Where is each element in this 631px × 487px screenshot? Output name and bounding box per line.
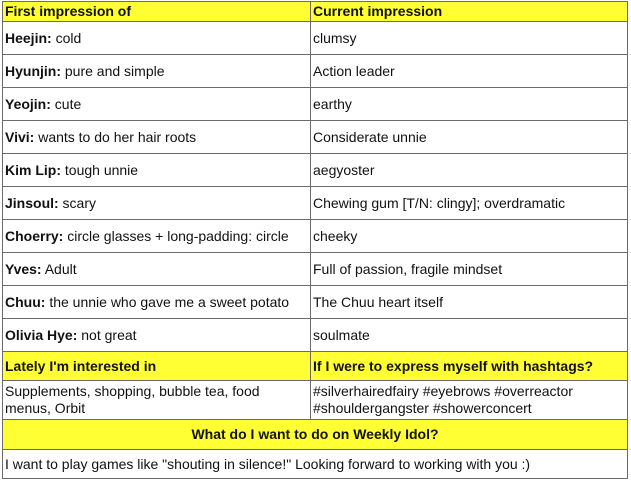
table-row [3,319,628,352]
first-impression-cell [3,253,311,286]
first-impression-cell [3,187,311,220]
current-impression-cell: cheeky [311,220,628,253]
first-impression-text: cold [51,29,82,46]
table-row [3,187,628,220]
first-impression-text: pure and simple [61,62,165,79]
first-impression-text: scary [58,194,97,211]
first-impression-cell [3,55,311,88]
interests-value: Supplements, shopping, bubble tea, food menus, Orbit [3,381,311,420]
member-name: Olivia Hye: [5,326,78,343]
member-name: Jinsoul: [5,194,59,211]
table-row [3,88,628,121]
first-impression-text: Adult [41,260,77,277]
first-impression-cell [3,286,311,319]
member-name: Kim Lip: [5,161,61,178]
weekly-idol-header: What do I want to do on Weekly Idol? [3,420,628,450]
weekly-idol-header-row [3,420,628,450]
first-impression-text: circle glasses + long-padding: circle [63,227,289,244]
hashtags-header: If I were to express myself with hashtags? [311,352,628,381]
table-row [3,154,628,187]
first-impression-cell [3,319,311,352]
header-first-impression: First impression of [3,2,311,22]
current-impression-cell: Full of passion, fragile mindset [311,253,628,286]
current-impression-cell: clumsy [311,22,628,55]
member-name: Yves: [5,260,42,277]
table-row [3,55,628,88]
header-row [3,2,628,22]
member-name: Yeojin: [5,95,51,112]
table-row [3,253,628,286]
weekly-idol-row [3,450,628,479]
first-impression-cell [3,22,311,55]
member-name: Choerry: [5,227,64,244]
current-impression-cell: Chewing gum [T/N: clingy]; overdramatic [311,187,628,220]
current-impression-cell: Considerate unnie [311,121,628,154]
first-impression-text: the unnie who gave me a sweet potato [45,293,290,310]
first-impression-cell [3,88,311,121]
interests-header-row [3,352,628,381]
table-row [3,22,628,55]
current-impression-cell: aegyoster [311,154,628,187]
table-row [3,220,628,253]
table-row [3,286,628,319]
current-impression-cell: Action leader [311,55,628,88]
first-impression-cell [3,154,311,187]
hashtags-value: #silverhairedfairy #eyebrows #overreactor #shouldergangster #showerconcert [311,381,628,420]
current-impression-cell: The Chuu heart itself [311,286,628,319]
first-impression-text: not great [77,326,137,343]
table-row [3,121,628,154]
weekly-idol-value: I want to play games like "shouting in silence!" Looking forward to working with you :) [3,450,628,479]
member-name: Hyunjin: [5,62,61,79]
first-impression-text: cute [50,95,82,112]
current-impression-cell: earthy [311,88,628,121]
first-impression-text: wants to do her hair roots [34,128,197,145]
member-name: Chuu: [5,293,46,310]
member-name: Heejin: [5,29,52,46]
header-current-impression: Current impression [311,2,628,22]
first-impression-text: tough unnie [61,161,139,178]
interests-header: Lately I'm interested in [3,352,311,381]
first-impression-cell [3,121,311,154]
first-impression-cell [3,220,311,253]
current-impression-cell: soulmate [311,319,628,352]
interests-row [3,381,628,420]
member-name: Vivi: [5,128,35,145]
profile-table [2,1,628,479]
